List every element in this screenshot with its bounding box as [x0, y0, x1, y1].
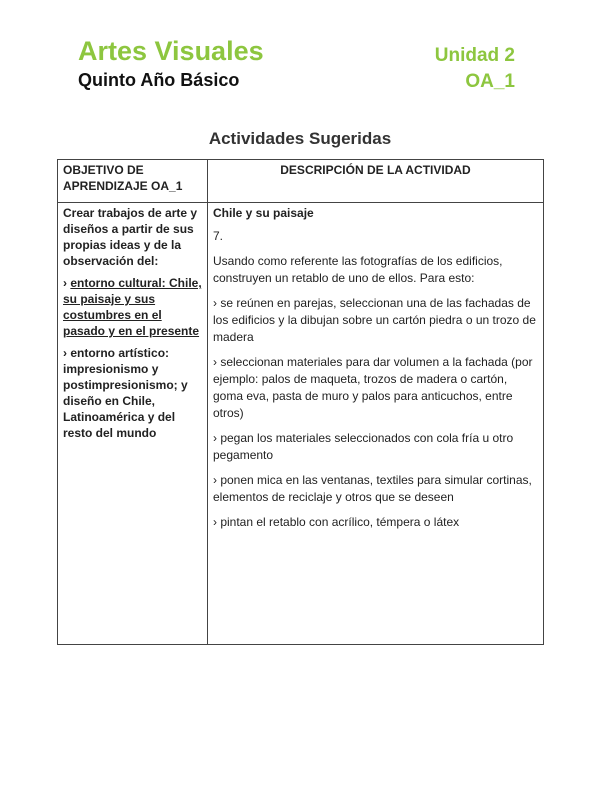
course-level: Quinto Año Básico — [78, 70, 240, 90]
objective-bullet-text: entorno cultural: Chile, su paisaje y sus costumbres en el pasado y en el presente — [63, 276, 202, 338]
activity-number: 7. — [213, 229, 224, 243]
activity-step: › seleccionan materiales para dar volumen a la fachada (por ejemplo: palos de maqueta, trozos de madera o cartón, goma eva, pasta de muro y palos para anticuchos, entre otros) — [213, 355, 533, 420]
objective-column-header: OBJETIVO DE APRENDIZAJE OA_1 — [63, 163, 183, 193]
header-row-divider — [58, 202, 543, 203]
activity-step: › ponen mica en las ventanas, textiles para simular cortinas, elementos de reciclaje y otros que se deseen — [213, 473, 532, 504]
description-cell — [213, 205, 539, 539]
objective-intro: Crear trabajos de arte y diseños a partir de sus propias ideas y de la observación del: — [63, 206, 198, 268]
page-header — [78, 36, 515, 96]
column-divider — [207, 160, 208, 644]
activity-title: Chile y su paisaje — [213, 206, 314, 220]
unit-label: Unidad 2 — [434, 45, 515, 66]
activity-step: › pegan los materiales seleccionados con cola fría u otro pegamento — [213, 431, 514, 462]
bullet-marker: › — [63, 276, 67, 290]
description-column-header: DESCRIPCIÓN DE LA ACTIVIDAD — [280, 163, 471, 177]
section-title: Actividades Sugeridas — [208, 129, 392, 148]
activity-intro: Usando como referente las fotografías de los edificios, construyen un retablo de uno de ellos. Para esto: — [213, 254, 503, 285]
objective-bullet-cultural — [63, 275, 205, 339]
objective-bullet-artistic — [63, 345, 205, 441]
objective-bullet-text: entorno artístico: impresionismo y postimpresionismo; y diseño en Chile, Latinoamérica y del resto del mundo — [63, 346, 188, 440]
activity-step: › se reúnen en parejas, seleccionan una de las fachadas de los edificios y la dibujan sobre un cartón piedra o un trozo de madera — [213, 296, 536, 344]
objective-cell — [63, 205, 205, 447]
course-title: Artes Visuales — [78, 36, 264, 66]
objective-code: OA_1 — [465, 71, 515, 92]
activity-step: › pintan el retablo con acrílico, témpera o látex — [213, 515, 460, 529]
bullet-marker: › — [63, 346, 67, 360]
activities-table — [57, 159, 544, 645]
